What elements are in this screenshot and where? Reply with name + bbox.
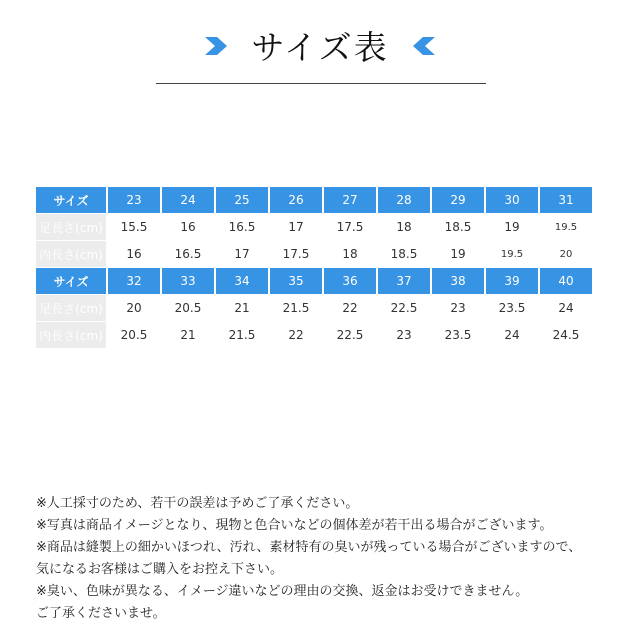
measurement-cell: 17.5	[324, 214, 376, 240]
note-line: ※臭い、色味が異なる、イメージ違いなどの理由の交換、返金はお受けできません。	[36, 584, 529, 599]
size-value-cell: 28	[378, 187, 430, 213]
measurement-cell: 16.5	[216, 214, 268, 240]
measurement-cell: 18	[378, 214, 430, 240]
chevron-right-icon	[203, 35, 237, 57]
measurement-cell: 18	[324, 241, 376, 267]
measurement-cell: 21.5	[270, 295, 322, 321]
measurement-cell: 19.5	[486, 241, 538, 267]
measurement-cell: 21.5	[216, 322, 268, 348]
row-label-cell: 足長さ(cm)	[36, 214, 106, 240]
size-header-row	[36, 268, 592, 294]
measurement-cell: 20	[540, 241, 592, 267]
measurement-cell: 17.5	[270, 241, 322, 267]
measurement-cell: 20.5	[162, 295, 214, 321]
measurement-cell: 23.5	[486, 295, 538, 321]
size-value-cell: 26	[270, 187, 322, 213]
note-line: ※人工採寸のため、若干の誤差は予めご了承ください。	[36, 496, 359, 511]
measurement-cell: 21	[162, 322, 214, 348]
row-label-cell: 内長さ(cm)	[36, 241, 106, 267]
measurement-cell: 22.5	[378, 295, 430, 321]
measurement-cell: 16	[108, 241, 160, 267]
size-value-cell: 27	[324, 187, 376, 213]
size-label-cell: サイズ	[36, 268, 106, 294]
measurement-cell: 15.5	[108, 214, 160, 240]
measurement-cell: 18.5	[432, 214, 484, 240]
measurement-row	[36, 241, 592, 267]
measurement-cell: 24.5	[540, 322, 592, 348]
measurement-cell: 21	[216, 295, 268, 321]
size-header-row	[36, 187, 592, 213]
measurement-cell: 17	[216, 241, 268, 267]
size-label-cell: サイズ	[36, 187, 106, 213]
measurement-cell: 19	[432, 241, 484, 267]
measurement-cell: 23	[432, 295, 484, 321]
measurement-cell: 23.5	[432, 322, 484, 348]
size-value-cell: 37	[378, 268, 430, 294]
measurement-cell: 24	[486, 322, 538, 348]
notes	[36, 493, 636, 625]
size-value-cell: 30	[486, 187, 538, 213]
note-line: 気になるお客様はご購入をお控え下さい。	[36, 562, 284, 577]
size-value-cell: 36	[324, 268, 376, 294]
note-line: ※商品は縫製上の細かいほつれ、汚れ、素材特有の臭いが残っている場合がございますので、	[36, 540, 582, 555]
size-value-cell: 35	[270, 268, 322, 294]
measurement-cell: 18.5	[378, 241, 430, 267]
measurement-cell: 24	[540, 295, 592, 321]
chevron-left-icon	[403, 35, 437, 57]
size-value-cell: 32	[108, 268, 160, 294]
measurement-cell: 16.5	[162, 241, 214, 267]
size-value-cell: 24	[162, 187, 214, 213]
measurement-cell: 17	[270, 214, 322, 240]
size-value-cell: 38	[432, 268, 484, 294]
measurement-cell: 23	[378, 322, 430, 348]
size-value-cell: 25	[216, 187, 268, 213]
size-value-cell: 29	[432, 187, 484, 213]
measurement-cell: 22	[270, 322, 322, 348]
measurement-cell: 22.5	[324, 322, 376, 348]
size-value-cell: 23	[108, 187, 160, 213]
measurement-cell: 19.5	[540, 214, 592, 240]
size-value-cell: 34	[216, 268, 268, 294]
measurement-cell: 20	[108, 295, 160, 321]
size-value-cell: 31	[540, 187, 592, 213]
title-bar	[0, 22, 640, 69]
row-label-cell: 足長さ(cm)	[36, 295, 106, 321]
size-table	[34, 186, 594, 349]
title-divider	[156, 83, 486, 84]
note-line: ※写真は商品イメージとなり、現物と色合いなどの個体差が若干出る場合がございます。	[36, 518, 553, 533]
size-value-cell: 33	[162, 268, 214, 294]
measurement-row	[36, 295, 592, 321]
measurement-row	[36, 322, 592, 348]
row-label-cell: 内長さ(cm)	[36, 322, 106, 348]
measurement-row	[36, 214, 592, 240]
measurement-cell: 19	[486, 214, 538, 240]
size-value-cell: 39	[486, 268, 538, 294]
measurement-cell: 16	[162, 214, 214, 240]
note-line: ご了承くださいませ。	[36, 606, 166, 621]
measurement-cell: 20.5	[108, 322, 160, 348]
measurement-cell: 22	[324, 295, 376, 321]
size-value-cell: 40	[540, 268, 592, 294]
page-title: サイズ表	[251, 28, 389, 67]
